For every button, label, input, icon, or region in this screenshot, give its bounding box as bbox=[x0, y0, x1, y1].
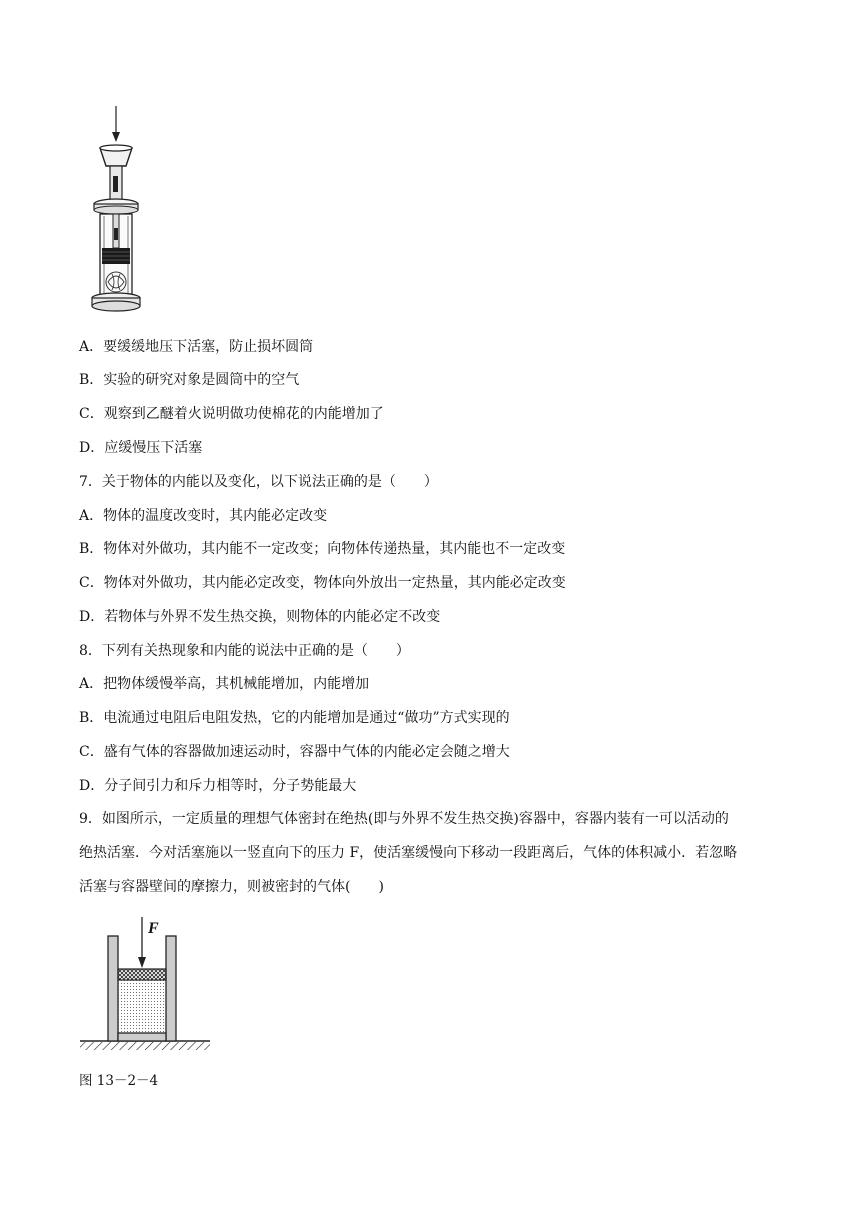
q8-option-d: D．分子间引力和斥力相等时，分子势能最大 bbox=[79, 778, 357, 794]
q9-stem-line-2: 绝热活塞．今对活塞施以一竖直向下的压力 F，使活塞缓慢向下移动一段距离后，气体的体积减小．若忽略 bbox=[79, 845, 738, 861]
q7-option-c: C．物体对外做功，其内能必定改变，物体向外放出一定热量，其内能必定改变 bbox=[79, 575, 566, 591]
fire-syringe-figure bbox=[86, 104, 146, 320]
q8-option-c: C．盛有气体的容器做加速运动时，容器中气体的内能必定会随之增大 bbox=[79, 744, 510, 760]
q7-stem: 7．关于物体的内能以及变化，以下说法正确的是（ ） bbox=[79, 474, 438, 490]
q6-option-a: A．要缓缓地压下活塞，防止损坏圆筒 bbox=[79, 339, 314, 355]
figure-caption: 图 13－2－4 bbox=[79, 1073, 159, 1089]
q9-stem-line-3: 活塞与容器壁间的摩擦力，则被密封的气体( ) bbox=[79, 879, 384, 895]
piston-container-figure bbox=[78, 913, 212, 1057]
q9-stem-line-1: 9．如图所示，一定质量的理想气体密封在绝热(即与外界不发生热交换)容器中，容器内装有一可以活动的 bbox=[79, 811, 729, 827]
q7-option-d: D．若物体与外界不发生热交换，则物体的内能必定不改变 bbox=[79, 609, 441, 625]
q7-option-b: B．物体对外做功，其内能不一定改变；向物体传递热量，其内能也不一定改变 bbox=[79, 541, 566, 557]
q7-option-a: A．物体的温度改变时，其内能必定改变 bbox=[79, 508, 328, 524]
q6-option-d: D．应缓慢压下活塞 bbox=[79, 440, 203, 456]
q6-option-b: B．实验的研究对象是圆筒中的空气 bbox=[79, 372, 300, 388]
q6-option-c: C．观察到乙醚着火说明做功使棉花的内能增加了 bbox=[79, 406, 384, 422]
q8-option-b: B．电流通过电阻后电阻发热，它的内能增加是通过“做功”方式实现的 bbox=[79, 710, 510, 726]
q8-stem: 8．下列有关热现象和内能的说法中正确的是（ ） bbox=[79, 643, 410, 659]
force-f-label: F bbox=[148, 920, 159, 937]
q8-option-a: A．把物体缓慢举高，其机械能增加，内能增加 bbox=[79, 676, 370, 692]
